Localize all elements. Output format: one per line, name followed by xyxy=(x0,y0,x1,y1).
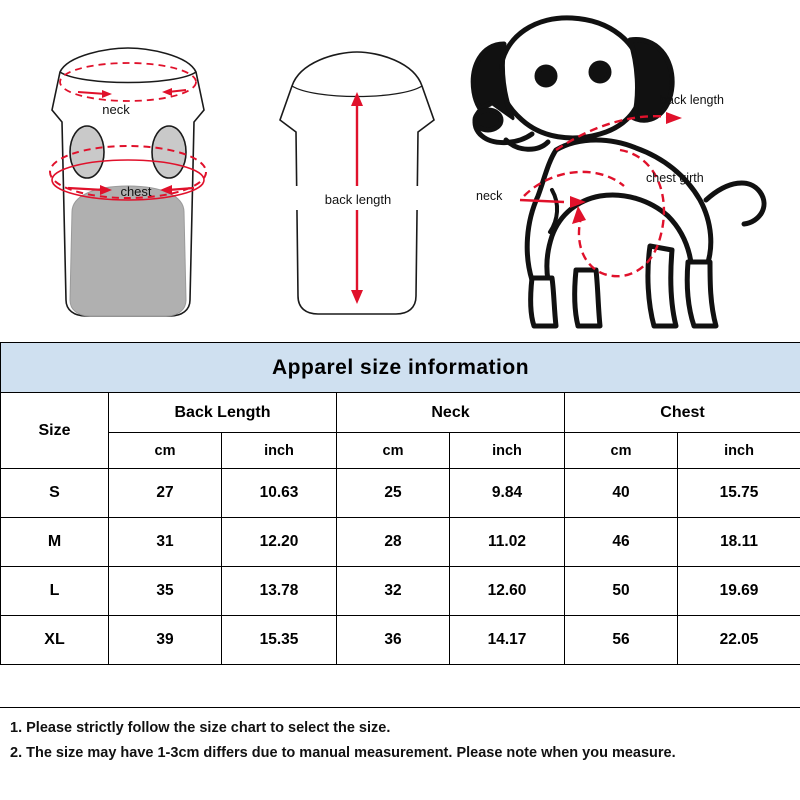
dog-back-length-label: back length xyxy=(660,93,724,107)
cell-back-cm: 31 xyxy=(109,518,222,567)
cell-back-inch: 13.78 xyxy=(222,567,337,616)
unit-back-length-inch: inch xyxy=(222,433,337,469)
cell-size: M xyxy=(1,518,109,567)
dog-neck-label: neck xyxy=(476,189,503,203)
dog-back-length-arrow-head xyxy=(666,112,682,124)
cell-back-inch: 12.20 xyxy=(222,518,337,567)
cell-back-inch: 15.35 xyxy=(222,616,337,665)
table-row xyxy=(1,469,800,518)
apparel-size-table xyxy=(0,342,800,665)
dog-leg-hind-right xyxy=(687,262,716,326)
cell-chest-inch: 19.69 xyxy=(678,567,800,616)
table-unit-header-row xyxy=(1,433,800,469)
cell-neck-cm: 32 xyxy=(337,567,450,616)
dog-body xyxy=(527,140,711,280)
cell-chest-cm: 46 xyxy=(565,518,678,567)
cell-neck-cm: 25 xyxy=(337,469,450,518)
garment-back-view xyxy=(252,0,462,342)
dog-tail xyxy=(706,183,764,224)
neck-label: neck xyxy=(102,102,130,117)
garment-belly-shade xyxy=(70,186,186,316)
note-line-1: 1. Please strictly follow the size chart to select the size. xyxy=(10,720,391,736)
cell-chest-inch: 18.11 xyxy=(678,518,800,567)
unit-neck-cm: cm xyxy=(337,433,450,469)
table-row xyxy=(1,616,800,665)
cell-neck-inch: 11.02 xyxy=(450,518,565,567)
illustration-panel xyxy=(0,0,800,342)
header-chest: Chest xyxy=(565,393,800,433)
chest-label: chest xyxy=(120,184,152,199)
header-neck: Neck xyxy=(337,393,565,433)
table-row xyxy=(1,518,800,567)
table-title-row xyxy=(1,343,800,393)
cell-back-cm: 39 xyxy=(109,616,222,665)
cell-chest-cm: 56 xyxy=(565,616,678,665)
dog-eye-right xyxy=(591,63,609,81)
cell-size: XL xyxy=(1,616,109,665)
garment-front-view xyxy=(8,0,248,342)
cell-chest-inch: 15.75 xyxy=(678,469,800,518)
dog-nose xyxy=(475,110,501,130)
note-line-2: 2. The size may have 1-3cm differs due to manual measurement. Please note when you measure. xyxy=(10,745,676,762)
table-row xyxy=(1,567,800,616)
cell-size: L xyxy=(1,567,109,616)
header-back-length: Back Length xyxy=(109,393,337,433)
cell-neck-inch: 14.17 xyxy=(450,616,565,665)
notes-section xyxy=(0,707,800,800)
cell-neck-inch: 9.84 xyxy=(450,469,565,518)
cell-neck-cm: 36 xyxy=(337,616,450,665)
dog-leg-front-right xyxy=(575,270,600,326)
cell-back-inch: 10.63 xyxy=(222,469,337,518)
cell-neck-inch: 12.60 xyxy=(450,567,565,616)
cell-chest-cm: 40 xyxy=(565,469,678,518)
cell-neck-cm: 28 xyxy=(337,518,450,567)
cell-chest-cm: 50 xyxy=(565,567,678,616)
cell-chest-inch: 22.05 xyxy=(678,616,800,665)
dog-eye-left xyxy=(537,67,555,85)
cell-back-cm: 35 xyxy=(109,567,222,616)
unit-chest-cm: cm xyxy=(565,433,678,469)
dog-leg-front-left xyxy=(531,278,556,326)
unit-neck-inch: inch xyxy=(450,433,565,469)
header-size: Size xyxy=(1,393,109,469)
table-group-header-row xyxy=(1,393,800,433)
back-length-label: back length xyxy=(324,192,392,207)
dog-ear-right xyxy=(630,40,672,121)
unit-back-length-cm: cm xyxy=(109,433,222,469)
unit-chest-inch: inch xyxy=(678,433,800,469)
cell-back-cm: 27 xyxy=(109,469,222,518)
table-title: Apparel size information xyxy=(1,343,800,393)
dog-chest-girth-label: chest girth xyxy=(646,171,704,185)
dog-measurement-illustration xyxy=(460,0,800,342)
cell-size: S xyxy=(1,469,109,518)
